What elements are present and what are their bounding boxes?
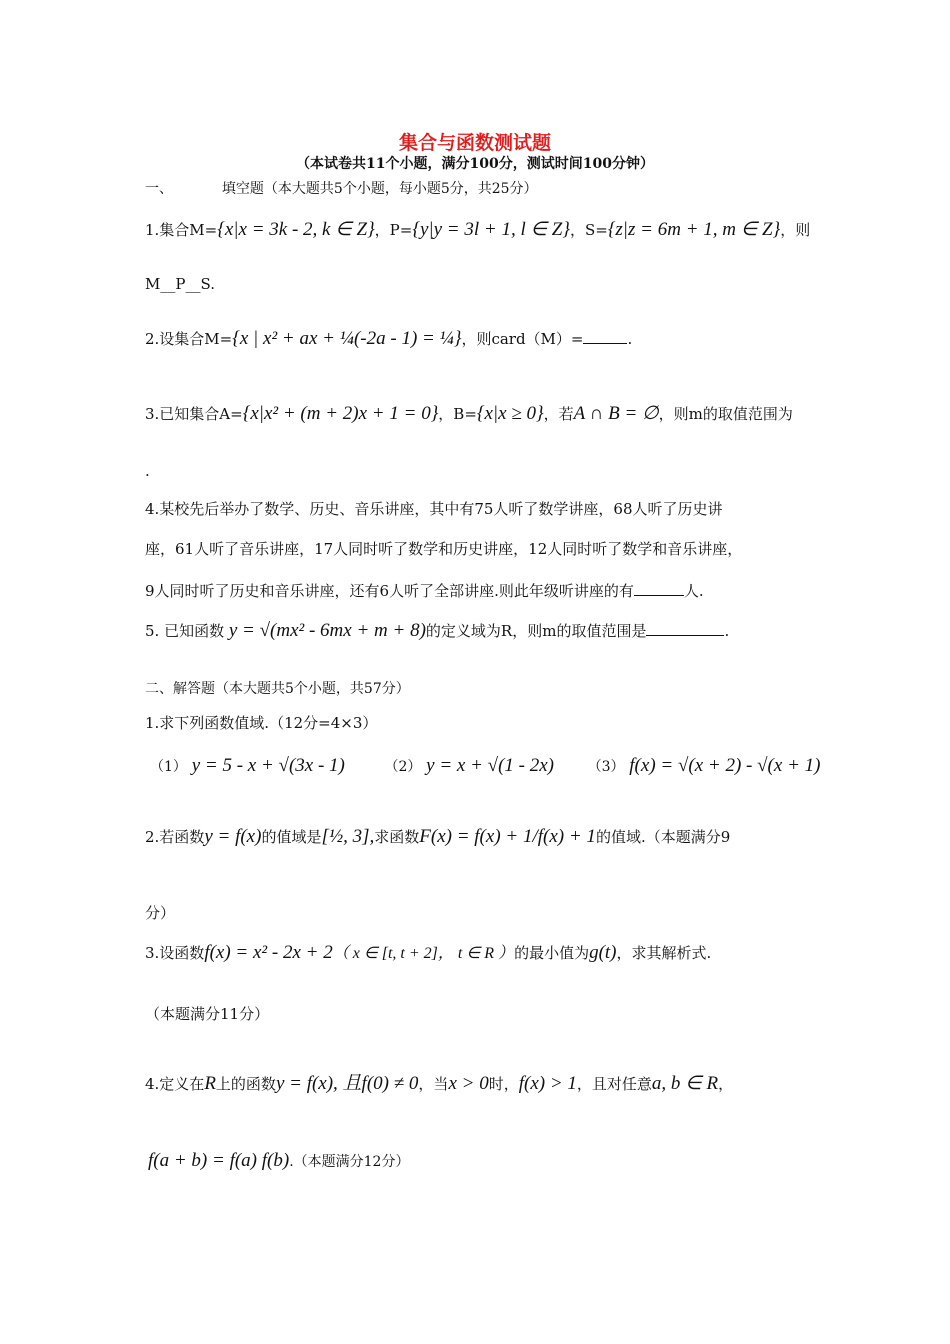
a4-mid: 上的函数 [215,1075,276,1093]
q2-label: 2.设集合M= [145,330,233,348]
answer-3 [145,940,711,964]
section1-number: 一、 [145,181,173,197]
q5-end: . [724,622,730,640]
a2-label: 2.若函数 [145,828,205,846]
a2-func2: F(x) = f(x) + 1/f(x) + 1 [419,826,596,847]
a1-part3-label: （3） [587,759,625,775]
a3-line2: （本题满分11分） [145,1005,270,1023]
a4-fcond: f(x) > 1 [518,1073,577,1094]
a4-note: .（本题满分12分） [289,1154,410,1170]
section1-heading [145,178,538,198]
q5-answer-blank[interactable] [646,621,724,636]
a2-mid: 的值域是 [261,828,322,846]
a1-part3: f(x) = √(x + 2) - √(x + 1) [629,755,821,776]
q3-label: 3.已知集合A= [145,405,243,423]
a4-label: 4.定义在 [145,1075,205,1093]
a4-func: y = f(x), 且f(0) ≠ 0 [275,1073,419,1094]
q3-b-label: ，B= [438,405,477,423]
answer-4 [145,1068,733,1095]
a4-r: R [204,1073,216,1094]
a3-condition: （ x ∈ [t, t + 2]， t ∈ R ） [332,945,515,962]
a4-tail: ，且对任意 [576,1075,652,1093]
q1-set-s: {z|z = 6m + 1, m ∈ Z} [607,219,781,240]
q3-set-b: {x|x ≥ 0} [476,403,544,424]
a4-when: ，当 [418,1075,449,1093]
a2-line2: 分） [145,904,176,922]
a4-xcond: x > 0 [448,1073,489,1094]
q1-set-m: {x|x = 3k - 2, k ∈ Z} [217,219,375,240]
q4-line3-text: 9人同时听了历史和音乐讲座，还有6人听了全部讲座.则此年级听讲座的有 [145,582,634,600]
page-subtitle: （本试卷共11个小题，满分100分，测试时间100分钟） [296,156,654,172]
q2-set: {x | x² + ax + ¼(-2a - 1) = ¼} [232,328,462,349]
answer-2 [145,826,730,848]
a2-mid2: 求函数 [374,828,420,846]
question-3 [145,402,793,425]
section2-heading: 二、解答题（本大题共5个小题，共57分） [145,681,410,697]
q2-tail: ，则card（M）= [461,330,584,348]
q1-tail: ，则 [780,221,811,239]
q4-line3 [145,580,704,601]
a3-func: f(x) = x² - 2x + 2 [204,942,333,963]
a1-stem: 1.求下列函数值域.（12分=4×3） [145,714,378,732]
q3-line2: . [145,462,150,480]
q1-p-label: ，P= [374,221,413,239]
q3-condition: A ∩ B = ∅ [573,403,659,424]
question-2 [145,328,632,350]
a4-comma: ， [718,1075,734,1093]
a3-mid: 的最小值为 [514,944,590,962]
q1-line2: M__P__S. [145,275,215,293]
question-1 [145,218,810,241]
a2-tail: 的值域.（本题满分9 [595,828,731,846]
q3-if: ，若 [543,405,574,423]
q4-line2: 座，61人听了音乐讲座，17人同时听了数学和历史讲座，12人同时听了数学和音乐讲座， [145,540,743,558]
a2-range: [½, 3], [321,826,375,847]
q4-line3-end: 人. [683,582,704,600]
q2-end: . [627,330,633,348]
a1-part2-label: （2） [384,759,422,775]
q4-answer-blank[interactable] [634,581,684,596]
a1-part1: y = 5 - x + √(3x - 1) [191,755,345,776]
a1-parts [150,755,820,777]
q1-label: 1.集合M= [145,221,218,239]
a4-ab: a, b ∈ R [651,1073,719,1094]
q3-tail: ，则m的取值范围为 [658,405,793,423]
q4-line1: 4.某校先后举办了数学、历史、音乐讲座，其中有75人听了数学讲座，68人听了历史讲 [145,500,723,518]
a1-part2: y = x + √(1 - 2x) [426,755,555,776]
q1-s-label: ，S= [569,221,608,239]
a3-tail: ，求其解析式. [616,944,712,962]
q5-label: 5. 已知函数 [145,622,225,640]
a2-func: y = f(x) [204,826,262,847]
q2-answer-blank[interactable] [583,329,627,344]
question-5 [145,620,729,642]
q5-tail: 的定义域为R，则m的取值范围是 [425,622,647,640]
a4-when2: 时， [488,1075,519,1093]
q3-set-a: {x|x² + (m + 2)x + 1 = 0} [242,403,439,424]
section1-text: 填空题（本大题共5个小题，每小题5分，共25分） [221,181,538,197]
a1-part1-label: （1） [150,759,187,775]
q1-set-p: {y|y = 3l + 1, l ∈ Z} [412,219,570,240]
a3-gt: g(t) [589,942,617,963]
a3-label: 3.设函数 [145,944,205,962]
a4-line2 [148,1150,409,1172]
page-title: 集合与函数测试题 [398,132,551,154]
a4-equation: f(a + b) = f(a) f(b) [148,1150,290,1171]
q5-function: y = √(mx² - 6mx + m + 8) [228,620,426,641]
